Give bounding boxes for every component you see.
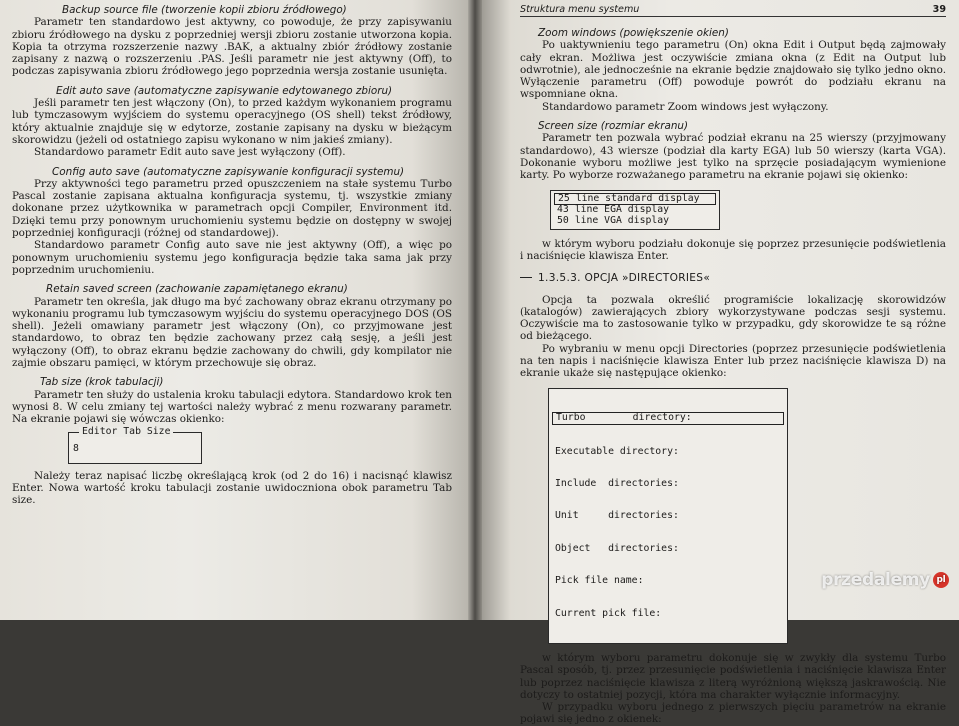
directory-item-turbo[interactable]: Turbo directory: [552,412,784,425]
tab-size-after: Należy teraz napisać liczbę określającą krok (od 2 do 16) i nacisnąć klawisz Enter. Nowa wartość kroku tabulacji zostanie uwidoczniona obok parametru Tab size. [12,469,452,507]
edit-auto-save-heading: Edit auto save (automatyczne zapisywanie edytowanego zbioru) [56,84,393,97]
edit-auto-save-text: Jeśli parametr ten jest włączony (On), to przed każdym wykonaniem programu lub tymczasowym wyjściem do systemu operacyjnego (OS shell) tekst źródłowy, który aktualnie znajduje się w edytorze, zostanie zapisany na dysku w bieżącym skorowidzu (jeżeli od ostatniego zapisu wykonano w nim jakieś zmiany). [12,97,452,146]
directories-text-2: Po wybraniu w menu opcji Directories (poprzez przesunięcie podświetlenia na ten napis i naciśnięcie klawisza Enter lub przez naciśnięcie klawisza D) na ekranie ukaże się następujące okienko: [520,342,946,380]
editor-tab-size-box [68,425,202,464]
section-dash [520,277,532,278]
edit-auto-save-default: Standardowo parametr Edit auto save jest wyłączony (Off). [34,146,346,159]
config-auto-save-default: Standardowo parametr Config auto save nie jest aktywny (Off), a więc po ponownym uruchomieniu systemu jego konfiguracja będzie taka sama jak przy poprzednim uruchomieniu. [12,239,452,276]
retain-saved-screen-heading: Retain saved screen (zachowanie zapamiętanego ekranu) [46,283,348,296]
directory-item-unit[interactable]: Unit directories: [555,510,679,522]
right-page [482,0,959,726]
directories-text: Opcja ta pozwala określić programiście lokalizację skorowidzów (katalogów) zawierających zbiory wykorzystywane podczas sesji systemu. Oczywiście ma to zastosowanie tylko w przypadku, gdy skorowidze te są różne od bieżącego. [520,293,946,343]
directories-box [548,388,788,644]
directories-section [520,272,946,284]
config-auto-save-text: Przy aktywności tego parametru przed opuszczeniem na stałe systemu Turbo Pascal zostanie zapisana aktualna konfiguracja systemu, tj. wszystkie zmiany dokonane przez użytkownika w parametrach opcji Compiler, Environment itd. Dzięki temu przy ponownym uruchomieniu systemu będzie on dostępny w swojej poprzedniej konfiguracji (różnej od standardowej). [12,177,452,240]
directories-after: w którym wyboru parametru dokonuje się w zwykły dla systemu Turbo Pascal sposób, tj. przez przesunięcie podświetlenia i naciśnięcie klawisza Enter lub poprzez naciśnięcie klawisza z literą wyróżnioną większą jaskrawością. Nie dotyczy to ostatniej pozycji, która ma charakter wyłącznie informacyjny. [520,651,946,701]
page-number: 39 [932,4,946,15]
zoom-windows-heading: Zoom windows (powiększenie okien) [538,27,729,39]
left-page [0,0,468,620]
backup-source-text: Parametr ten standardowo jest aktywny, co powoduje, że przy zapisywaniu zbioru źródłowego na dysku z poprzedniej wersji zbioru zostanie utworzona kopia. Kopia ta otrzyma rozszerzenie nazwy .BAK, a aktualny zbiór źródłowy zostanie zapisany z nazwą o rozszerzeniu .PAS. Jeśli parametr nie jest aktywny (Off), to podczas zapisywania zbioru źródłowego jego poprzednia wersja zostanie usunięta. [12,16,452,78]
directories-section-title: 1.3.5.3. OPCJA »DIRECTORIES« [538,271,711,284]
backup-source-heading: Backup source file (tworzenie kopii zbioru źródłowego) [62,4,347,16]
running-header-title: Struktura menu systemu [520,4,640,15]
watermark-text: przedalemy [821,570,930,590]
directories-last: W przypadku wyboru jednego z pierwszych pięciu parametrów na ekranie pojawi się jedno z okienek: [520,701,946,726]
tab-size-text: Parametr ten służy do ustalenia kroku tabulacji edytora. Standardowo krok ten wynosi 8. W celu zmiany tej wartości należy wybrać z menu rozwarany parametr. Na ekranie pojawi się wówczas okienko: [12,388,452,426]
screen-size-box [550,190,720,230]
screen-size-text: Parametr ten pozwala wybrać podział ekranu na 25 wierszy (przyjmowany standardowo), 43 wiersze (podział dla karty EGA) lub 50 wierszy (karta VGA). Dokonanie wyboru możliwe jest tylko na sprzęcie posiadającym wymienione karty. Po wyborze rozważanego parametru na ekranie pojawi się okienko: [520,132,946,182]
right-page-column [520,0,946,726]
left-page-column [12,0,452,506]
running-header [520,0,946,17]
screen-size-after: w którym wyboru podziału dokonuje się poprzez przesunięcie podświetlenia i naciśnięcie klawisza Enter. [520,237,946,263]
book-gutter [468,0,482,620]
screen-option-25[interactable]: 25 line standard display [554,193,716,206]
zoom-windows-default: Standardowo parametr Zoom windows jest wyłączony. [542,100,829,113]
directory-item-pick-file[interactable]: Pick file name: [555,575,644,587]
directory-item-object[interactable]: Object directories: [555,542,679,554]
tab-size-heading: Tab size (krok tabulacji) [40,376,164,389]
retain-saved-screen-text: Parametr ten określa, jak długo ma być zachowany obraz ekranu otrzymany po wykonaniu programu lub tymczasowym wyjściu do systemu operacyjnego DOS (OS shell). Jeżeli omawiany parametr jest włączony (On), co przyjmowane jest standardowo, to obraz ten będzie zachowany przez całą sesję, a jeśli jest wyłączony (Off), to obraz ekranu będzie zachowany do chwili, gdy kompilator nie zajmie obszaru pamięci, w którym przechowuje się obraz. [12,295,452,370]
directory-item-current-pick: Current pick file: [555,607,662,619]
zoom-windows-text: Po uaktywnieniu tego parametru (On) okna Edit i Output będą zajmowały cały ekran. Możliwa jest oczywiście zmiana okna (z Edit na Output lub odwrotnie), ale jednocześnie na ekranie będzie znajdowało się tylko jedno okno. Wyłączenie parametru (Off) powoduje powrót do podziału ekranu na wspomniane okna. [520,39,946,101]
screen-size-heading: Screen size (rozmiar ekranu) [538,120,689,133]
screen-option-50[interactable]: 50 line VGA display [557,215,670,227]
editor-tab-size-title: Editor Tab Size [79,427,173,438]
editor-tab-size-value: 8 [73,442,79,454]
watermark [821,570,949,590]
directory-item-include[interactable]: Include directories: [555,478,679,489]
watermark-badge-icon: pl [933,572,949,588]
config-auto-save-heading: Config auto save (automatyczne zapisywanie konfiguracji systemu) [52,165,405,178]
directory-item-executable[interactable]: Executable directory: [555,445,679,457]
screen-option-43[interactable]: 43 line EGA display [557,204,670,216]
